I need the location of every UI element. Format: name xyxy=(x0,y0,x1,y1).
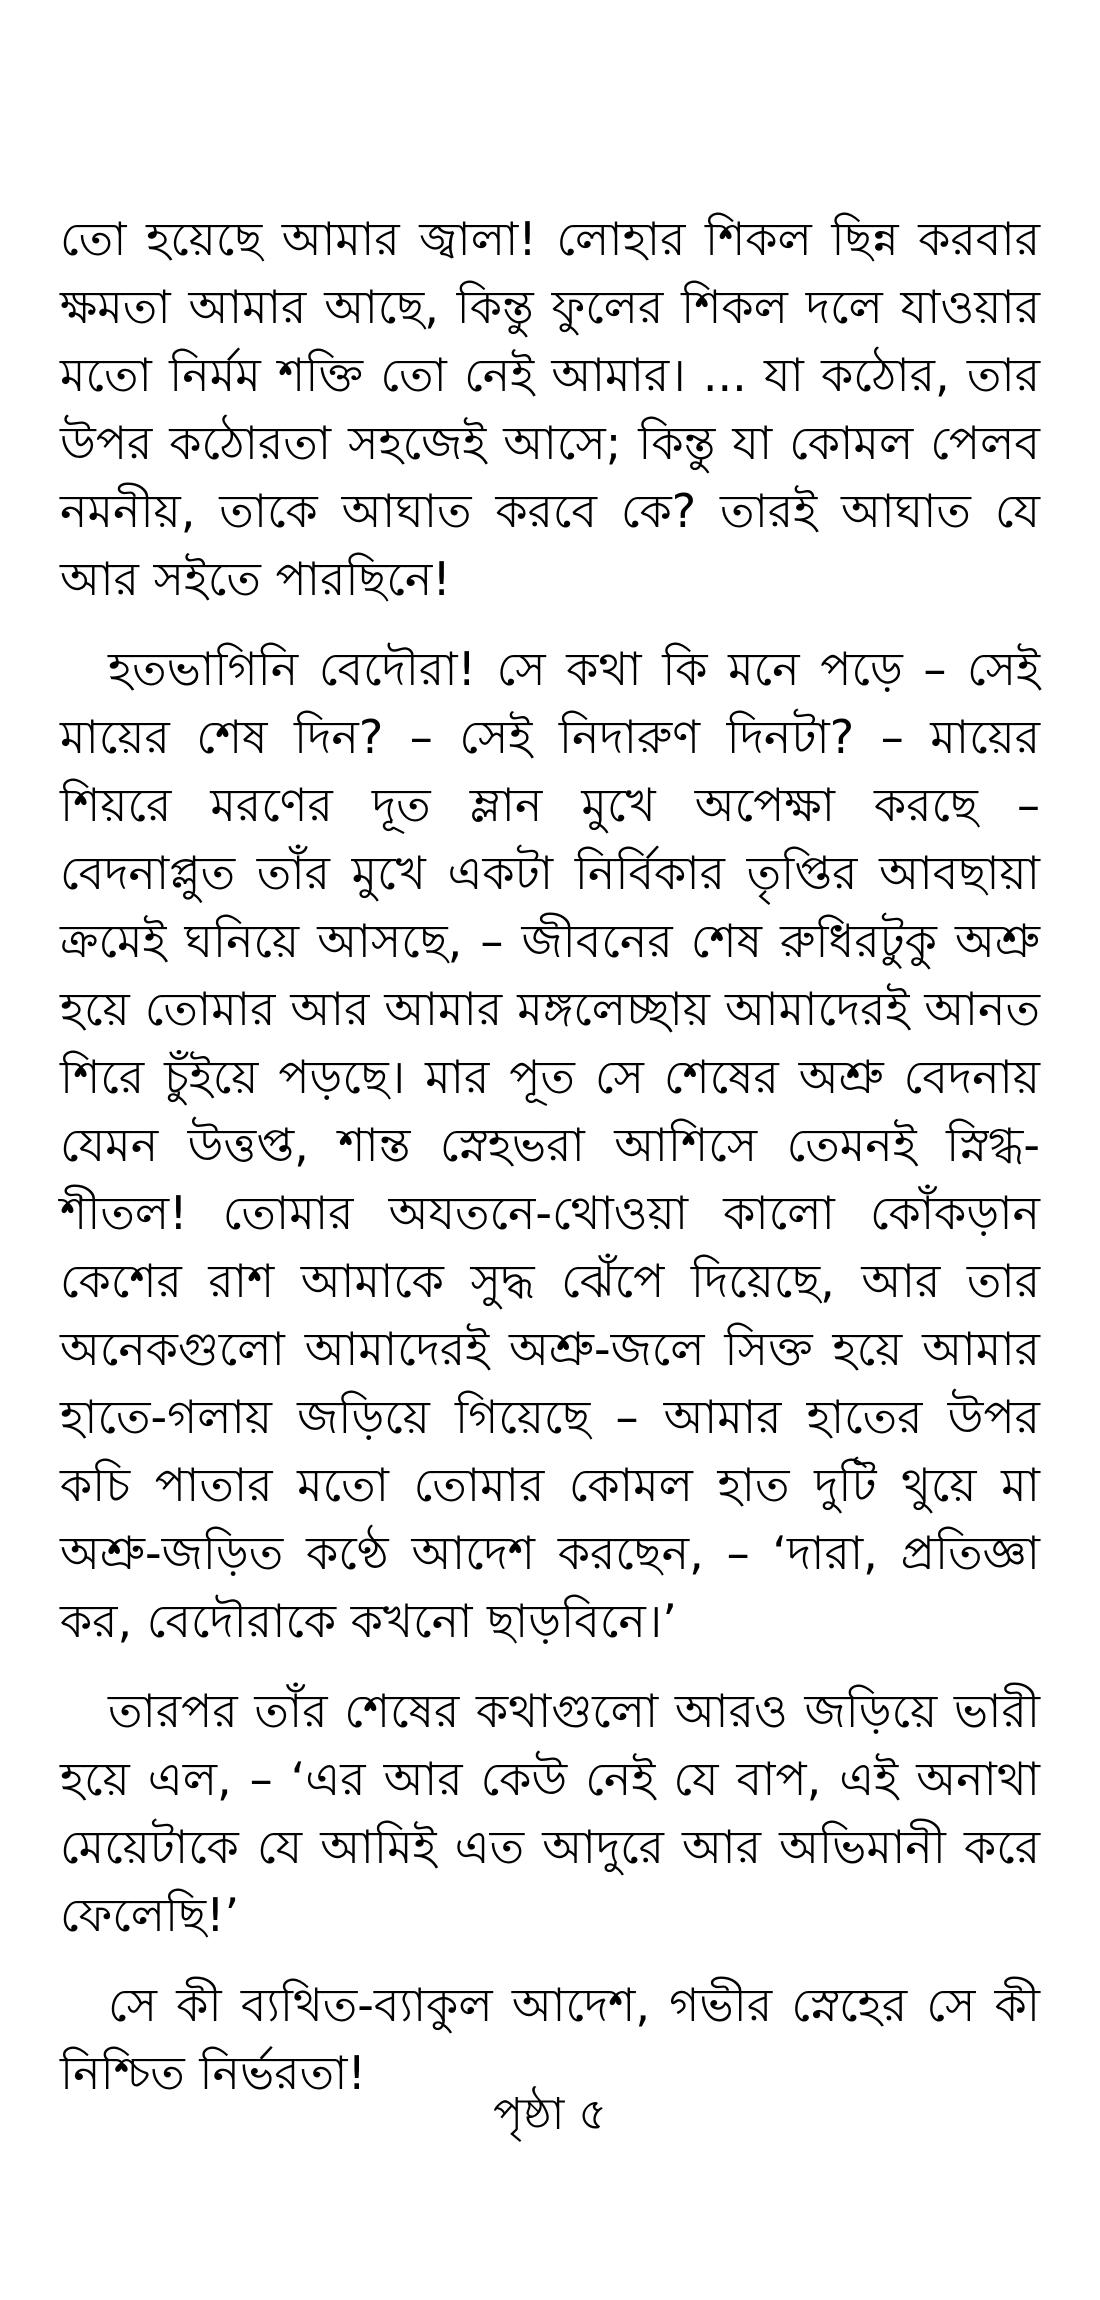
paragraph-2: হতভাগিনি বেদৌরা! সে কথা কি মনে পড়ে – সেই মায়ের শেষ দিন? – সেই নিদারুণ দিনটা? – মায়ের শিয়রে মরণের দূত ম্লান মুখে অপেক্ষা করছে – বেদনাপ্লুত তাঁর মুখে একটা নির্বিকার তৃপ্তির আবছায়া ক্রমেই ঘনিয়ে আসছে, – জীবনের শেষ রুধিরটুকু অশ্রু হয়ে তোমার আর আমার মঙ্গলেচ্ছায় আমাদেরই আনত শিরে চুঁইয়ে পড়ছে। মার পূত সে শেষের অশ্রু বেদনায় যেমন উত্তপ্ত, শান্ত স্নেহভরা আশিসে তেমনই স্নিগ্ধ-শীতল! তোমার অযতনে-থোওয়া কালো কোঁকড়ান কেশের রাশ আমাকে সুদ্ধ ঝেঁপে দিয়েছে, আর তার অনেকগুলো আমাদেরই অশ্রু-জলে সিক্ত হয়ে আমার হাতে-গলায় জড়িয়ে গিয়েছে – আমার হাতের উপর কচি পাতার মতো তোমার কোমল হাত দুটি থুয়ে মা অশ্রু-জড়িত কণ্ঠে আদেশ করছেন, – ‘দারা, প্রতিজ্ঞা কর, বেদৌরাকে কখনো ছাড়বিনে।’ xyxy=(60,642,1040,1648)
page-number: পৃষ্ঠা ৫ xyxy=(493,2089,607,2140)
paragraph-3: তারপর তাঁর শেষের কথাগুলো আরও জড়িয়ে ভারী হয়ে এল, – ‘এর আর কেউ নেই যে বাপ, এই অনাথা মেয়েটাকে যে আমিই এত আদুরে আর অভিমানী করে ফেলেছি!’ xyxy=(60,1684,1040,1942)
paragraph-1: তো হয়েছে আমার জ্বালা! লোহার শিকল ছিন্ন করবার ক্ষমতা আমার আছে, কিন্তু ফুলের শিকল দলে যাওয়ার মতো নির্মম শক্তি তো নেই আমার। ... যা কঠোর, তার উপর কঠোরতা সহজেই আসে; কিন্তু যা কোমল পেলব নমনীয়, তাকে আঘাত করবে কে? তারই আঘাত যে আর সইতে পারছিনে! xyxy=(60,212,1040,606)
page-body xyxy=(60,205,1040,2129)
paragraph-4: সে কী ব্যথিত-ব্যাকুল আদেশ, গভীর স্নেহের সে কী নিশ্চিত নির্ভরতা! xyxy=(60,1978,1040,2100)
